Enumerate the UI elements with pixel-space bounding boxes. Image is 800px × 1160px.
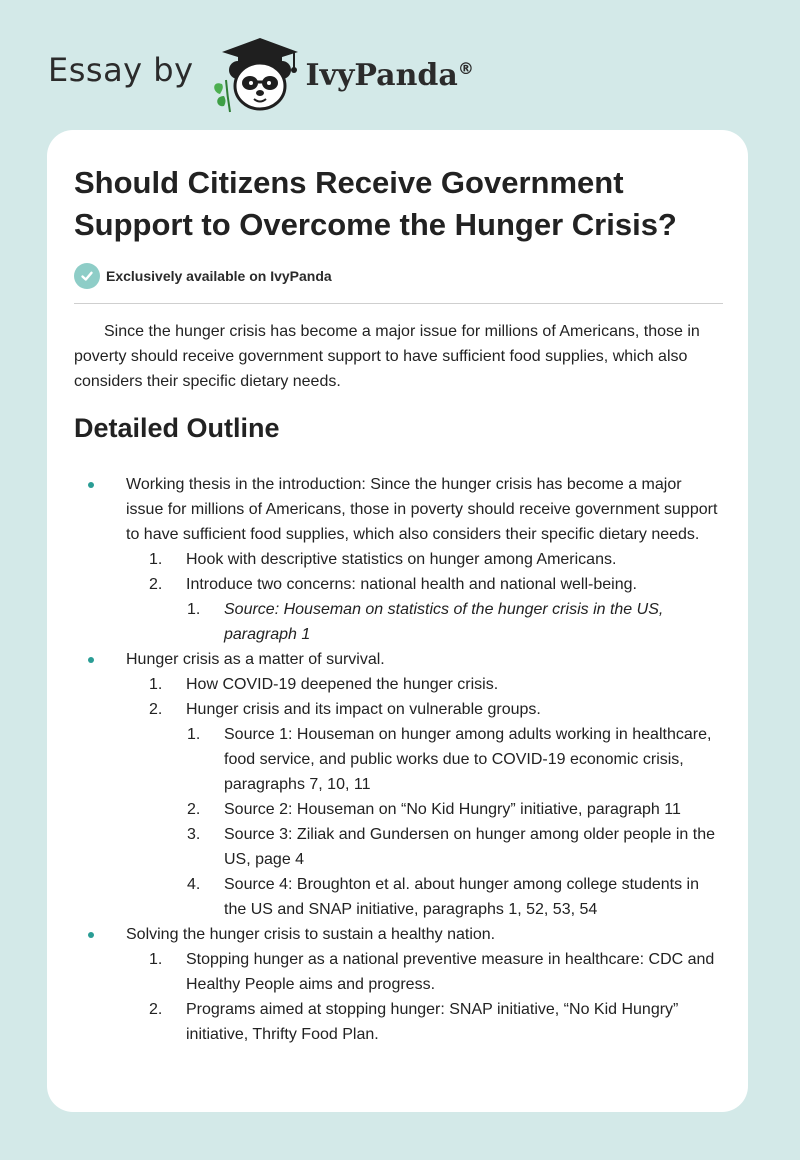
exclusive-badge <box>74 263 332 289</box>
bullet-icon <box>88 482 94 488</box>
brand-name <box>306 58 474 93</box>
check-circle-icon <box>74 263 100 289</box>
outline-subitem <box>47 572 748 597</box>
subitem-number: 1. <box>149 676 163 693</box>
source-text: Source 2: Houseman on “No Kid Hungry” initiative, paragraph 11 <box>224 801 681 818</box>
outline-source <box>47 722 748 797</box>
subitem-number: 1. <box>149 951 163 968</box>
source-number: 1. <box>187 726 201 743</box>
subitem-text: Stopping hunger as a national preventive measure in healthcare: CDC and Healthy People aims and progress. <box>186 951 715 993</box>
outline-subitem <box>47 947 748 997</box>
panda-graduate-icon <box>208 34 304 114</box>
outline-subitem <box>47 997 748 1047</box>
subitem-text: Programs aimed at stopping hunger: SNAP initiative, “No Kid Hungry” initiative, Thrifty Food Plan. <box>186 1001 679 1043</box>
source-text: Source 4: Broughton et al. about hunger among college students in the US and SNAP initiative, paragraphs 1, 52, 53, 54 <box>224 876 699 918</box>
subitem-text: Hunger crisis and its impact on vulnerable groups. <box>186 701 541 718</box>
outline-list <box>47 472 748 1047</box>
outline-heading: Detailed Outline <box>74 413 280 443</box>
badge-text: Exclusively available on IvyPanda <box>106 268 332 284</box>
source-text: Source 3: Ziliak and Gundersen on hunger among older people in the US, page 4 <box>224 826 715 868</box>
subitem-text: Hook with descriptive statistics on hunger among Americans. <box>186 551 617 568</box>
registered-mark: ® <box>457 58 474 78</box>
subitem-number: 2. <box>149 576 163 593</box>
outline-item <box>47 922 748 947</box>
outline-subitem <box>47 697 748 722</box>
intro-paragraph: Since the hunger crisis has become a major issue for millions of Americans, those in poverty should receive government support to have sufficient food supplies, which also considers their specific dietary needs. <box>74 323 700 390</box>
outline-item <box>47 472 748 547</box>
subitem-number: 2. <box>149 1001 163 1018</box>
source-text: Source: Houseman on statistics of the hunger crisis in the US, paragraph 1 <box>224 601 664 643</box>
source-number: 1. <box>187 601 201 618</box>
source-number: 2. <box>187 801 201 818</box>
subitem-text: Introduce two concerns: national health and national well-being. <box>186 576 637 593</box>
outline-item-text: Solving the hunger crisis to sustain a healthy nation. <box>126 926 496 943</box>
divider <box>74 303 723 304</box>
outline-subitem <box>47 672 748 697</box>
bullet-icon <box>88 932 94 938</box>
outline-item-text: Working thesis in the introduction: Since the hunger crisis has become a major issue for millions of Americans, those in poverty should receive government support to have sufficient food supplies, which also considers their specific dietary needs. <box>126 476 718 543</box>
source-number: 3. <box>187 826 201 843</box>
source-number: 4. <box>187 876 201 893</box>
bullet-icon <box>88 657 94 663</box>
subitem-number: 2. <box>149 701 163 718</box>
outline-subitem <box>47 547 748 572</box>
outline-source <box>47 872 748 922</box>
brand-header <box>48 34 568 114</box>
outline-source <box>47 797 748 822</box>
brand-prefix: Essay by <box>48 51 194 89</box>
source-text: Source 1: Houseman on hunger among adults working in healthcare, food service, and public works due to COVID-19 economic crisis, paragraphs 7, 10, 11 <box>224 726 712 793</box>
outline-item-text: Hunger crisis as a matter of survival. <box>126 651 385 668</box>
outline-source <box>47 822 748 872</box>
essay-title: Should Citizens Receive Government Support to Overcome the Hunger Crisis? <box>74 165 677 242</box>
essay-card <box>47 130 748 1112</box>
brand-name-text: IvyPanda <box>305 57 458 93</box>
subitem-number: 1. <box>149 551 163 568</box>
outline-item <box>47 647 748 672</box>
subitem-text: How COVID-19 deepened the hunger crisis. <box>186 676 499 693</box>
outline-source <box>47 597 748 647</box>
